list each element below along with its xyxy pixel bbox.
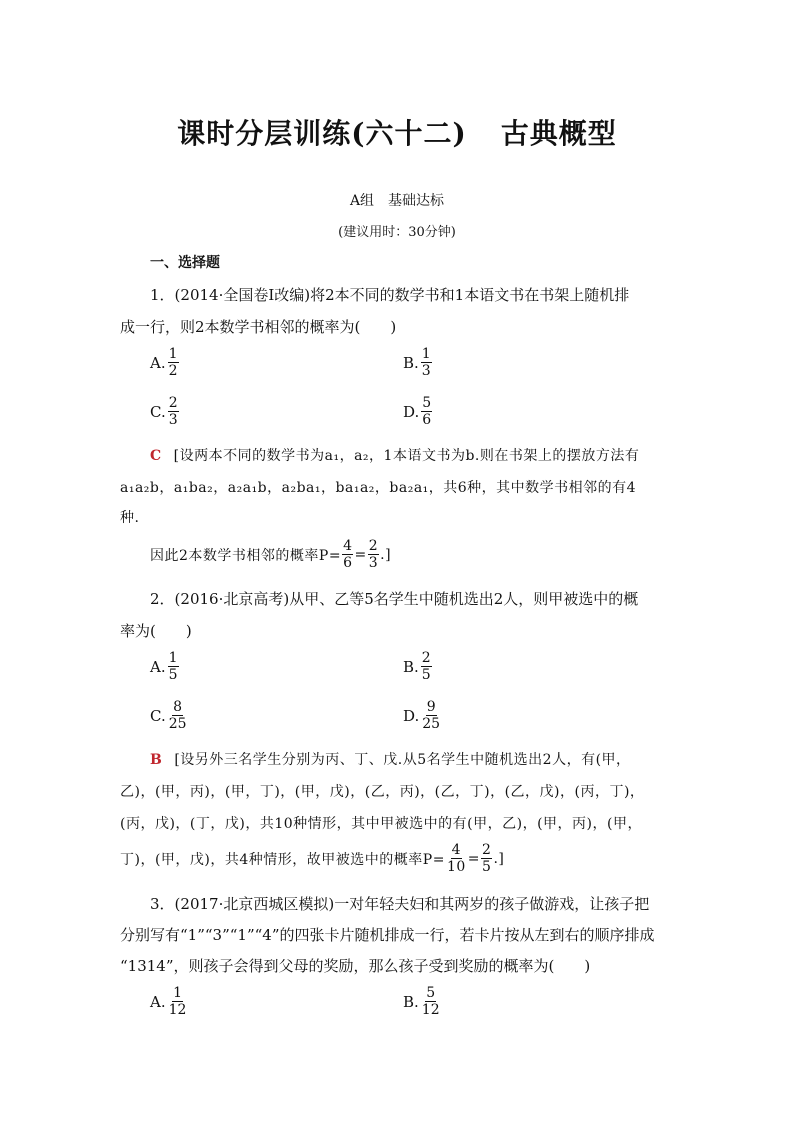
q1-explanation-4: 因此2本数学书相邻的概率P= $\frac{4}{6}$ = $\frac{2}{3}$ .] (150, 538, 392, 571)
q2-line-1: 2．(2016·北京高考)从甲、乙等5名学生中随机选出2人，则甲被选中的概 (150, 590, 639, 608)
q1-option-a: A. $\frac{1}{2}$ (150, 346, 178, 379)
q1-option-d: D. $\frac{5}{6}$ (403, 395, 432, 428)
q2-line-2: 率为( ) (120, 622, 192, 640)
q2-explanation-1: B [设另外三名学生分别为丙、丁、戊.从5名学生中随机选出2人，有(甲， (150, 752, 631, 768)
q1-line-1: 1．(2014·全国卷Ⅰ改编)将2本不同的数学书和1本语文书在书架上随机排 (150, 286, 630, 304)
q2-explanation-3: (丙，戊)，(丁，戊)，共10种情形，其中甲被选中的有(甲，乙)，(甲，丙)，(甲， (120, 816, 642, 832)
section-heading: 一、选择题 (150, 255, 220, 271)
q2-option-d: D. $\frac{9}{25}$ (403, 699, 441, 732)
title-sub: 古典概型 (500, 117, 617, 150)
q2-answer-key: B (150, 752, 163, 768)
q1-explanation-3: 种. (120, 510, 140, 526)
q1-option-c: C. $\frac{2}{3}$ (150, 395, 178, 428)
q1-line-2: 成一行，则2本数学书相邻的概率为( ) (120, 318, 397, 336)
q1-explanation-2: a₁a₂b，a₁ba₂，a₂a₁b，a₂ba₁，ba₁a₂，ba₂a₁，共6种，其中数学书相邻的有4 (120, 480, 637, 496)
q2-option-a: A. $\frac{1}{5}$ (150, 650, 178, 683)
q1-option-b: B. $\frac{1}{3}$ (403, 346, 431, 379)
q2-explanation-2: 乙)，(甲，丙)，(甲，丁)，(甲，戊)，(乙，丙)，(乙，丁)，(乙，戊)，(丙，丁)， (120, 784, 645, 800)
q2-option-c: C. $\frac{8}{25}$ (150, 699, 187, 732)
q3-line-2: 分别写有“1”“3”“1”“4”的四张卡片随机排成一行，若卡片按从左到右的顺序排成 (120, 926, 655, 944)
q3-option-b: B. $\frac{5}{12}$ (403, 985, 440, 1018)
q1-explanation-1: C [设两本不同的数学书为a₁，a₂，1本语文书为b.则在书架上的摆放方法有 (150, 448, 640, 464)
q1-answer-key: C (150, 448, 162, 464)
q3-line-3: “1314”，则孩子会得到父母的奖励，那么孩子受到奖励的概率为( ) (120, 957, 591, 975)
suggested-time: (建议用时：30分钟) (338, 225, 456, 240)
title-main: 课时分层训练(六十二) (177, 117, 467, 150)
page-title (0, 112, 794, 152)
q3-option-a: A. $\frac{1}{12}$ (150, 985, 187, 1018)
q2-option-b: B. $\frac{2}{5}$ (403, 650, 431, 683)
q2-explanation-4: 丁)，(甲，戊)，共4种情形，故甲被选中的概率P= $\frac{4}{10}$ = $\frac{2}{5}$ .] (120, 842, 505, 875)
q3-line-1: 3．(2017·北京西城区模拟)一对年轻夫妇和其两岁的孩子做游戏，让孩子把 (150, 895, 650, 913)
group-heading: A组 基础达标 (349, 193, 445, 209)
